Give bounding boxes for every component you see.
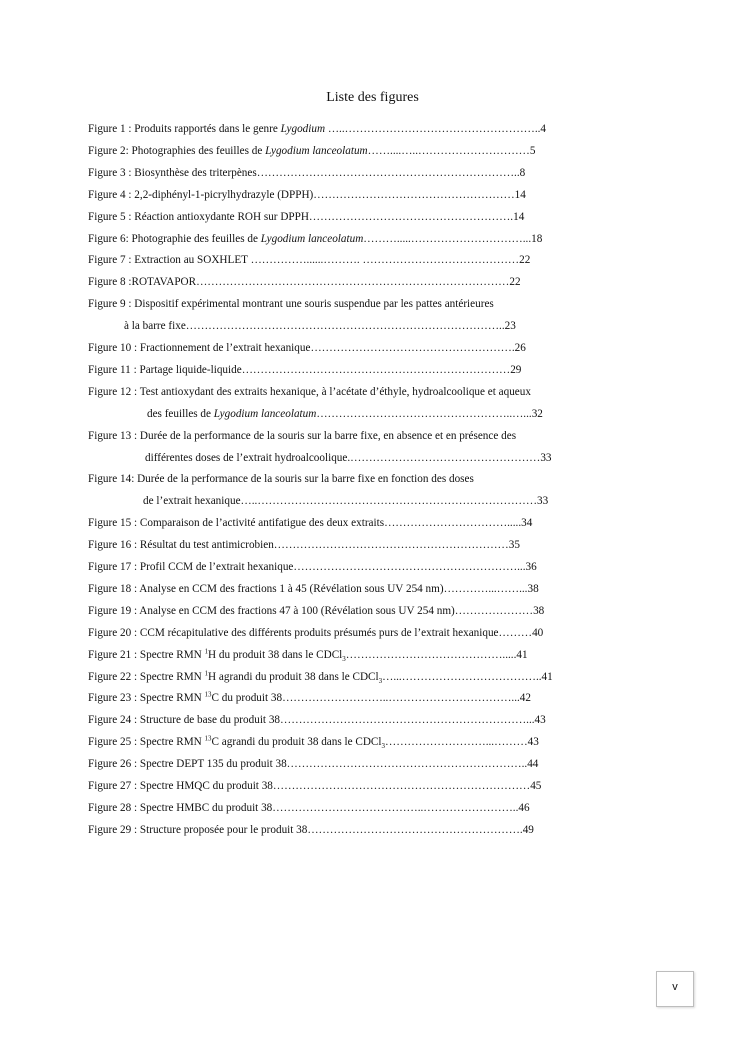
entry-text-p1: Figure 5 : Réaction antioxydante ROH sur DPPH……………………………………………….14	[88, 210, 525, 223]
figure-entry	[88, 472, 474, 486]
entry-text-p1: Figure 10 : Fractionnement de l’extrait hexanique……………………………………………….26	[88, 342, 526, 354]
entry-text-p1: Figure 2: Photographies des feuilles de	[88, 144, 266, 157]
figure-entry	[88, 297, 494, 311]
figure-entry	[88, 253, 530, 267]
entry-text-p1: Figure 24 : Structure de base du produit 38…………………………………………………………...43	[88, 714, 546, 727]
entry-text-p1: Figure 19 : Analyse en CCM des fractions 47 à 100 (Révélation sous UV 254 nm)…………………38	[88, 604, 545, 617]
figure-entry	[88, 538, 520, 552]
entry-text-p1: à la barre fixe…………………………………………………………………………..23	[124, 320, 516, 333]
figure-entry	[88, 232, 542, 246]
entry-text-sub: 3	[342, 654, 346, 663]
entry-text-it: Lygodium lanceolatum	[265, 144, 368, 157]
figure-entry	[88, 385, 531, 399]
page-title: Liste des figures	[326, 90, 419, 105]
figure-entry	[88, 560, 537, 574]
entry-text-p2: H du produit 38 dans le CDCl	[208, 648, 343, 661]
entry-text-p1: Figure 14: Durée de la performance de la souris sur la barre fixe en fonction des doses	[88, 473, 474, 486]
entry-text-p2: ……………………………………………..…...32	[316, 407, 543, 420]
entry-text-sub: 3	[378, 676, 383, 685]
entry-text-p1: Figure 21 : Spectre RMN	[88, 648, 205, 661]
entry-text-p1: Figure 9 : Dispositif expérimental montrant une souris suspendue par les pattes antérieures	[88, 298, 494, 311]
entry-text-p1: des feuilles de	[147, 407, 214, 420]
entry-text-p2: …..……………………………………………..4	[325, 123, 547, 135]
entry-text-p1: Figure 12 : Test antioxydant des extraits hexanique, à l’acétate d’éthyle, hydroalcoolique et aqueux	[88, 385, 531, 398]
entry-text-p1: Figure 16 : Résultat du test antimicrobien………………………………………………………35	[88, 539, 520, 552]
entry-text-p1: Figure 25 : Spectre RMN	[88, 736, 205, 749]
entry-text-sup: 1	[204, 646, 209, 655]
figure-entry-continuation	[143, 494, 548, 508]
figure-entry	[88, 801, 530, 815]
entry-text-p2: C agrandi du produit 38 dans le CDCl	[211, 736, 382, 749]
entry-text-p1: Figure 27 : Spectre HMQC du produit 38……………………………………………………………45	[88, 780, 542, 792]
entry-text-p1: Figure 1 : Produits rapportés dans le genre	[88, 123, 281, 135]
figure-entry	[88, 188, 526, 202]
page-number-box	[656, 971, 694, 1007]
entry-text-p2: H agrandi du produit 38 dans le CDCl	[208, 670, 379, 683]
entry-text-p1: Figure 17 : Profil CCM de l’extrait hexanique……………………………………………………...36	[88, 561, 537, 573]
entry-text-sup: 13	[204, 690, 212, 699]
figure-entry	[88, 341, 526, 355]
entry-text-p1: Figure 3 : Biosynthèse des triterpènes……………………………………………………………..8	[88, 166, 526, 179]
figure-entry	[88, 779, 541, 793]
entry-text-p3: …………………………………….....41	[345, 648, 528, 661]
entry-text-p1: Figure 13 : Durée de la performance de la souris sur la barre fixe, en absence et en présence des	[88, 429, 517, 442]
entry-text-p3: ………………………...………43	[385, 736, 539, 749]
figure-entry	[88, 122, 546, 136]
figure-entry	[88, 823, 534, 837]
figure-entry	[88, 210, 524, 224]
entry-text-p1: Figure 11 : Partage liquide-liquide………………………………………………………………29	[88, 363, 522, 376]
entry-text-p1: Figure 15 : Comparaison de l’activité antifatigue des deux extraits…………………………….....34	[88, 517, 533, 530]
figure-entry	[88, 582, 539, 596]
entry-text-it: Lygodium	[280, 123, 326, 135]
entry-text-sub: 3	[381, 742, 386, 751]
entry-text-it: Lygodium lanceolatum	[260, 232, 364, 245]
figure-entry	[88, 363, 521, 377]
entry-text-p2: ……....…..…………………………5	[367, 144, 536, 157]
entry-text-p1: différentes doses de l’extrait hydroalcoolique.……………………………………………33	[145, 451, 552, 464]
entry-text-p1: Figure 6: Photographie des feuilles de	[88, 232, 261, 245]
entry-text-p3: …...………………………………..41	[382, 670, 553, 683]
figure-entry	[88, 604, 544, 618]
figure-entry	[88, 691, 531, 705]
entry-text-p1: Figure 8 :ROTAVAPOR…………………………………………………………………………22	[88, 276, 521, 289]
entry-text-it: Lygodium lanceolatum	[213, 407, 317, 420]
figure-entry	[88, 757, 538, 771]
entry-text-p1: Figure 23 : Spectre RMN	[88, 692, 205, 705]
figure-entry	[88, 626, 543, 640]
figure-entry	[88, 144, 535, 158]
figure-entry	[88, 429, 516, 443]
figure-entry	[88, 713, 546, 727]
entry-text-p1: Figure 26 : Spectre DEPT 135 du produit 38………………………………………………………..44	[88, 758, 539, 771]
entry-text-p1: de l’extrait hexanique…..…………………………………………………………………33	[143, 495, 549, 508]
figure-entry	[88, 670, 553, 684]
entry-text-p1: Figure 4 : 2,2-diphényl-1-picrylhydrazyle (DPPH)………………………………………………14	[88, 188, 526, 201]
entry-text-p1: Figure 22 : Spectre RMN	[88, 670, 205, 683]
figure-entry	[88, 275, 521, 289]
figure-entry	[88, 648, 528, 662]
figure-entry	[88, 166, 525, 180]
entry-text-p1: Figure 28 : Spectre HMBC du produit 38…………………………………..……………………..46	[88, 801, 530, 814]
entry-text-sup: 13	[204, 734, 212, 743]
entry-text-p1: Figure 29 : Structure proposée pour le produit 38………………………………………………….49	[88, 823, 534, 836]
figure-entry	[88, 735, 539, 749]
page-number: v	[672, 981, 678, 993]
figure-entry-continuation	[124, 319, 516, 333]
entry-text-p2: C du produit 38………………………..……………………………...42	[211, 692, 531, 705]
figure-entry-continuation	[145, 451, 552, 465]
figure-entry-continuation	[147, 407, 543, 421]
entry-text-p1: Figure 20 : CCM récapitulative des différents produits présumés purs de l’extrait hexanique………40	[88, 626, 544, 639]
entry-text-p1: Figure 7 : Extraction au SOXHLET ……………......………. ……………………………………22	[88, 254, 531, 267]
entry-text-p1: Figure 18 : Analyse en CCM des fractions 1 à 45 (Révélation sous UV 254 nm)…………...……...38	[88, 582, 539, 595]
entry-text-p2: ……….....…………………………...18	[363, 232, 543, 245]
figure-entry	[88, 516, 532, 530]
entry-text-sup: 1	[204, 668, 209, 677]
